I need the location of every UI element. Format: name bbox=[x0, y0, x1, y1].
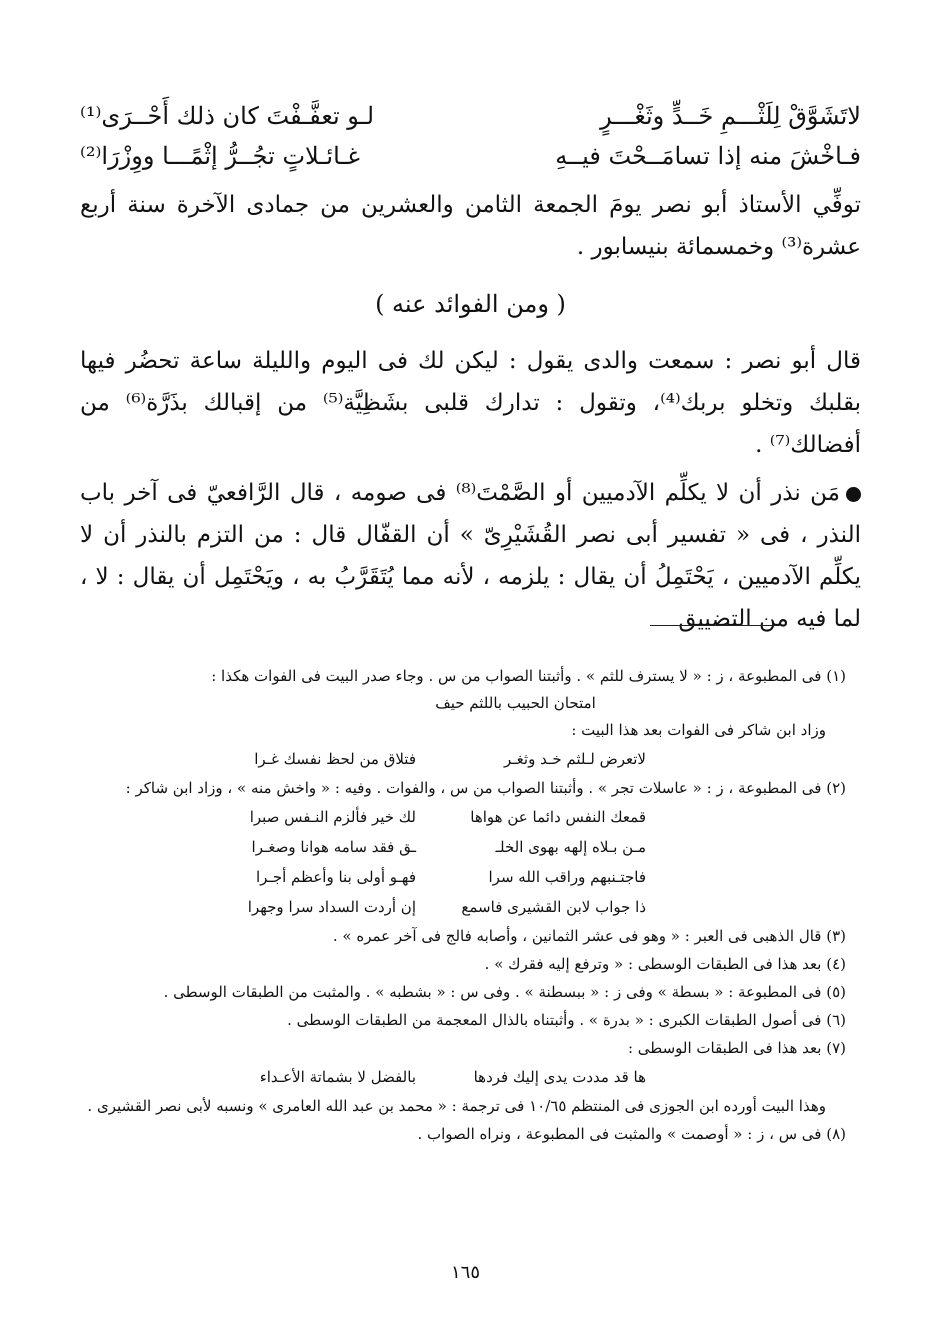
verse-first-hemistich: مـن بـلاه إلهه بهوى الخلـ bbox=[495, 838, 646, 856]
footnote-1-verse: امتحان الحبيب باللثم حيف bbox=[435, 694, 596, 712]
footnote-4: (٤) بعد هذا فى الطبقات الوسطى : « وترفع إليه فقرك » . bbox=[484, 955, 846, 973]
footnote-verse bbox=[85, 744, 846, 774]
footnote-separator bbox=[650, 625, 776, 626]
verse-first-hemistich: فاجتـنبهم وراقب الله سرا bbox=[488, 868, 646, 886]
footnote-5: (٥) فى المطبوعة : « بسطة » وفى ز : « ببسطنة » . وفى س : « بشطبه » . والمثبت من الطبقات الوسطى . bbox=[163, 983, 846, 1001]
footnote-verse bbox=[85, 1062, 846, 1092]
verse-second-hemistich: ـق فقد سامه هوانا وصغـرا bbox=[251, 838, 416, 856]
verse-first-hemistich: ها قد مددت يدى إليك فردها bbox=[473, 1068, 646, 1086]
footnote-7: (٧) بعد هذا فى الطبقات الوسطى : bbox=[627, 1039, 846, 1057]
footnote-6: (٦) فى أصول الطبقات الكبرى : « بدرة » . وأثبتناه بالذال المعجمة من الطبقات الوسطى . bbox=[287, 1011, 846, 1029]
verse-first-hemistich: قمعك النفس دائما عن هواها bbox=[470, 808, 646, 826]
verse-second-hemistich: بالفضل لا بشماتة الأعـداء bbox=[259, 1068, 416, 1086]
paragraph-death: توفِّي الأستاذ أبو نصر يومَ الجمعة الثامن والعشرين من جمادى الآخرة سنة أربع عشرة⁽³⁾ وخمسمائة بنيسابور . bbox=[80, 192, 861, 260]
poem-verse bbox=[80, 96, 861, 136]
poem-verse bbox=[80, 136, 861, 176]
verse-second-hemistich: لـو تعفَّـفْتَ كان ذلك أَحْــرَى⁽¹⁾ bbox=[80, 102, 375, 130]
footnote-3: (٣) قال الذهبى فى العبر : « وهو فى عشر الثمانين ، وأصابه فالج فى آخر عمره » . bbox=[332, 927, 846, 945]
verse-first-hemistich: ذا جواب لابن القشيرى فاسمع bbox=[461, 898, 646, 916]
bullet-icon bbox=[846, 487, 861, 502]
main-text bbox=[80, 96, 861, 640]
footnote-1: (١) فى المطبوعة ، ز : « لا يسترف للثم » . وأثبتنا الصواب من س . وجاء صدر البيت فى الفوات هكذا : bbox=[211, 667, 846, 685]
footnote-7-continued: وهذا البيت أورده ابن الجوزى فى المنتظم ١٠/٦٥ فى ترجمة : « محمد بن عبد الله العامرى » ونسبه لأبى نصر القشيرى . bbox=[87, 1097, 826, 1115]
verse-second-hemistich: غـائـلاتٍ تجُــرُّ إثْمًـــا ووِزْرَا⁽²⁾ bbox=[80, 142, 360, 170]
verse-second-hemistich: لك خير فألزم النـفس صبرا bbox=[249, 808, 416, 826]
page-number: ١٦٥ bbox=[450, 1262, 480, 1283]
section-heading: ( ومن الفوائد عنه ) bbox=[375, 290, 566, 318]
verse-second-hemistich: فتلاق من لحظ نفسك غـرا bbox=[254, 750, 416, 768]
verse-second-hemistich: فهـو أولى بنا وأعظم أجـرا bbox=[256, 868, 416, 886]
verse-second-hemistich: إن أردت السداد سرا وجهرا bbox=[247, 898, 416, 916]
footnote-1-continued: وزاد ابن شاكر فى الفوات بعد هذا البيت : bbox=[571, 721, 826, 739]
paragraph-vow-text: مَن نذر أن لا يكلِّم الآدميين أو الصَّمْتَ⁽⁸⁾ فى صومه ، قال الرَّافعيّ فى آخر باب النذر ، فى « تفسير أبى نصر القُشَيْرِىّ » أن القفّال قال : من التزم بالنذر أن لا يكلِّم الآدميين ، يَحْتَمِلُ أن يقال : يلزمه ، لأنه مما يُتَقَرَّبُ به ، ويَحْتَمِل أن يقال : لا ، لما فيه من التضييق bbox=[80, 480, 861, 632]
footnote-2: (٢) فى المطبوعة ، ز : « عاسلات تجر » . وأثبتنا الصواب من س ، والفوات . وفيه : « واخش منه » ، وزاد ابن شاكر : bbox=[125, 779, 846, 797]
paragraph-vow bbox=[80, 472, 861, 640]
footnotes bbox=[85, 662, 846, 1148]
footnote-8: (٨) فى س ، ز : « أوصمت » والمثبت فى المطبوعة ، ونراه الصواب . bbox=[417, 1125, 846, 1143]
footnote-verse bbox=[85, 892, 846, 922]
verse-first-hemistich: فـاخْشَ منه إذا تسامَــحْتَ فيــهِ bbox=[555, 142, 861, 170]
footnote-verse bbox=[85, 802, 846, 832]
footnote-verse bbox=[85, 862, 846, 892]
verse-first-hemistich: لاتعرض لـلثم خـد وثغـر bbox=[504, 750, 646, 768]
footnote-verse bbox=[85, 832, 846, 862]
verse-first-hemistich: لاتَشَوَّقْ لِلَثْـــمِ خَــدٍّ وثَغْـــرٍ bbox=[600, 102, 861, 130]
paragraph-saying: قال أبو نصر : سمعت والدى يقول : ليكن لك فى اليوم والليلة ساعة تحضُر فيها بقلبك وتخلو بربك⁽⁴⁾، وتقول : تدارك قلبى بشَظِيَّة⁽⁵⁾ من إقبالك بذَرَّة⁽⁶⁾ من أفضالك⁽⁷⁾ . bbox=[80, 348, 861, 458]
